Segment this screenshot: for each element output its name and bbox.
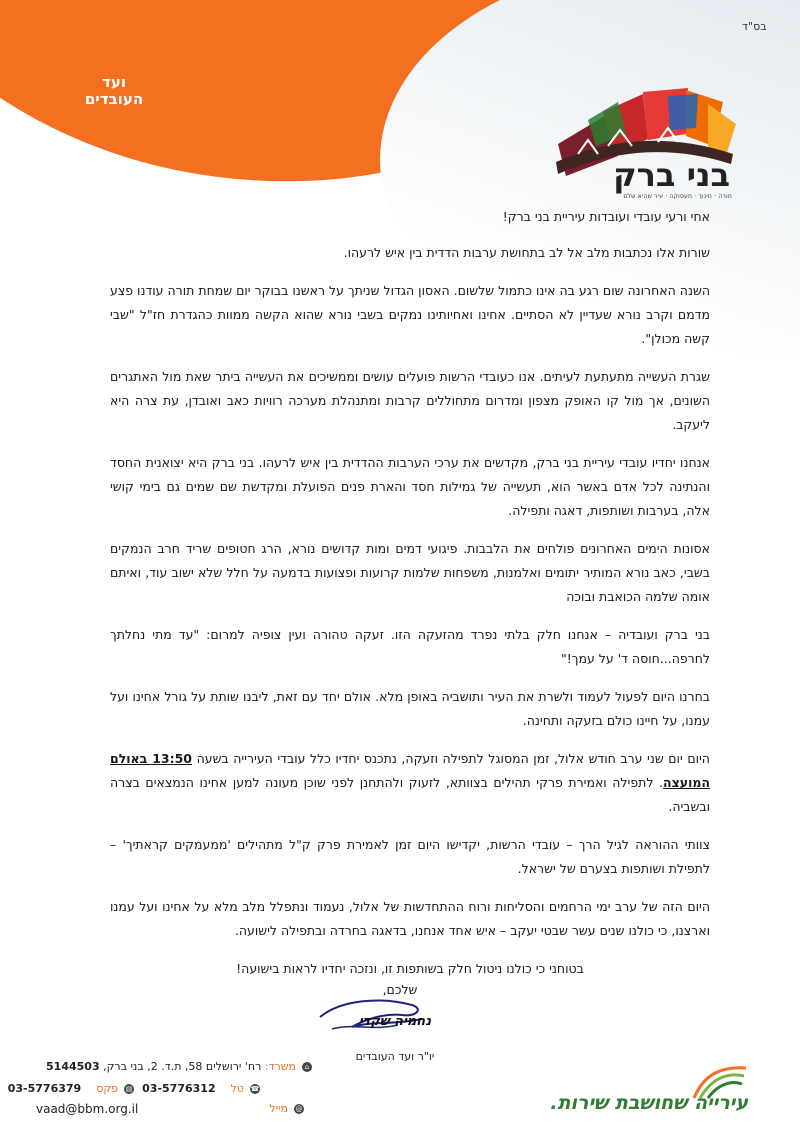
letter-paragraph-3: שגרת העשייה מתעתעת לעיתים. אנו כעובדי הרשות פועלים עושים וממשיכים את העשייה ביתר שאת מול האתגרים השונים, אך מול קו האופק מצפון ומדרום מתחוללים קרבות ומתנהלת מערכה רוויות כאב ואובדן, עת צרה היא ליעקב.: [110, 369, 710, 432]
office-zip: 5144503: [46, 1060, 100, 1073]
letter-paragraph-6: בני ברק ועובדיה – אנחנו חלק בלתי נפרד מהזעקה הזו. זעקה טהורה ועין צופיה למרום: "עד מתי נחלתך לחרפה...חוסה ד' על עמך!": [110, 627, 710, 666]
signer-title: יו"ר ועד העובדים: [355, 1050, 435, 1063]
logo-title: בני ברק: [613, 156, 730, 194]
fax-line: [8, 1082, 134, 1095]
email-address[interactable]: vaad@bbm.org.il: [36, 1102, 139, 1116]
letter-paragraph-10: היום הזה של ערב ימי הרחמים והסליחות ורוח ההתחדשות של אלול, נעמוד ונתפלל מלב מלא על אחינו ועל עמנו וארצנו, כי כולנו שנים עשר שבטי יעקב – איש אחד אנחנו, בדאגה בחרדה ובתפילה לישועה.: [110, 899, 710, 938]
letter-paragraph-2: השנה האחרונה שום רגע בה אינו כתמול שלשום. האסון הגדול שניתך על ראשנו בבוקר יום שמחת תורה עודנו פצע מדמם וקרב נורא שעדיין לא הסתיים. אחינו ואחיותינו נמקים בשבי נורא שהוא הקשה ממוות כהגדרת חז"ל "שבי קשה מכולן".: [110, 283, 710, 346]
letter-paragraph-4: אנחנו יחדיו עובדי עיריית בני ברק, מקדשים את ערכי הערבות ההדדית בין איש לרעהו. בני ברק היא יצואנית החסד והנתינה לכל אדם באשר הוא, תעשייה של גמילות חסד והארת פנים הפועלת ומקדשת שם שמים גם בימי קושי אלה, בערבות ושותפות, דאגה ותפילה.: [110, 455, 710, 518]
letter-body: [110, 205, 710, 995]
letter-paragraph-9: צוותי ההוראה לגיל הרך – עובדי הרשות, יקדישו היום זמן לאמירת פרק ק"ל מתהילים 'ממעמקים קראתיך' – לתפילת ושותפות בצערם של ישראל.: [110, 837, 710, 876]
municipality-slogan: עירייה שחושבת שירות.: [550, 1092, 748, 1114]
phone-line: [142, 1082, 260, 1095]
letter-paragraph-1: שורות אלו נכתבות מלב אל לב בתחושת ערבות הדדית בין איש לרעהו.: [343, 245, 710, 260]
email-icon: @: [295, 1105, 303, 1113]
fax-icon: ▤: [125, 1085, 133, 1093]
phone-icon: ☎: [250, 1085, 260, 1093]
logo-tagline: תורה · חינוך · תעסוקה · עיר שהיא שלם: [623, 193, 732, 200]
committee-line-2: העובדים: [84, 90, 144, 108]
paragraph-8-start: היום יום שני ערב חודש אלול, זמן המסוגל לתפילה וזעקה, נתכנס יחדיו כלל עובדי העירייה בשעה: [196, 751, 710, 766]
phone-label: טל: [230, 1082, 244, 1095]
letter-paragraph-5: אסונות הימים האחרונים פולחים את הלבבות. פיגועי דמים ומות קדושים נורא, הרג חטופים שריד חרב הנמקים בשבי, כאב נורא המותיר יתומים ואלמנות, משפחות שלמות קרועות ופצועות בדמעה על חלל שלא ישוב עוד, ואיתם אומה שלמה הכואבת ובוכה: [110, 541, 710, 604]
letter-paragraph-11: בטוחני כי כולנו ניטול חלק בשותפות זו, ונזכה יחדיו לראות בישועה!: [236, 961, 584, 976]
fax-label: פקס: [96, 1082, 118, 1095]
paragraph-8-end: . לתפילה ואמירת פרקי תהילים בצוותא, לזעוק ולהתחנן לפני שוכן מעונה למען אחינו הנמצאים בצרה ובשביה.: [110, 775, 710, 814]
signer-name: נחמיה שקדי: [358, 1014, 432, 1029]
email-label: מייל: [269, 1102, 288, 1115]
meeting-time-location: 13:50 באולם המועצה: [110, 751, 710, 790]
email-line: [269, 1102, 304, 1115]
fax-value: 03-5776379: [7, 1082, 82, 1095]
letter-paragraph-8: [110, 747, 710, 819]
letter-paragraph-7: בחרנו היום לפעול לעמוד ולשרת את העיר ותושביה באופן מלא. אולם יחד עם זאת, ליבנו שותת על גורל אחינו ועל עמנו, על חיינו כולם בזעקה ותחינה.: [110, 689, 710, 728]
committee-line-1: ועד: [102, 73, 126, 91]
committee-badge: [74, 74, 154, 108]
home-icon: ⌂: [302, 1062, 312, 1072]
office-label: משרד:: [264, 1060, 296, 1073]
phone-value: 03-5776312: [142, 1082, 216, 1095]
office-address: [46, 1060, 312, 1073]
office-value: רח' ירושלים 58, ת.ד. 2, בני ברק,: [103, 1060, 262, 1073]
closing-word: שלכם,: [382, 982, 418, 997]
bsd-mark: בס"ד: [742, 20, 767, 33]
letter-greeting: אחי ורעי עובדי ועובדות עיריית בני ברק!: [502, 209, 710, 224]
